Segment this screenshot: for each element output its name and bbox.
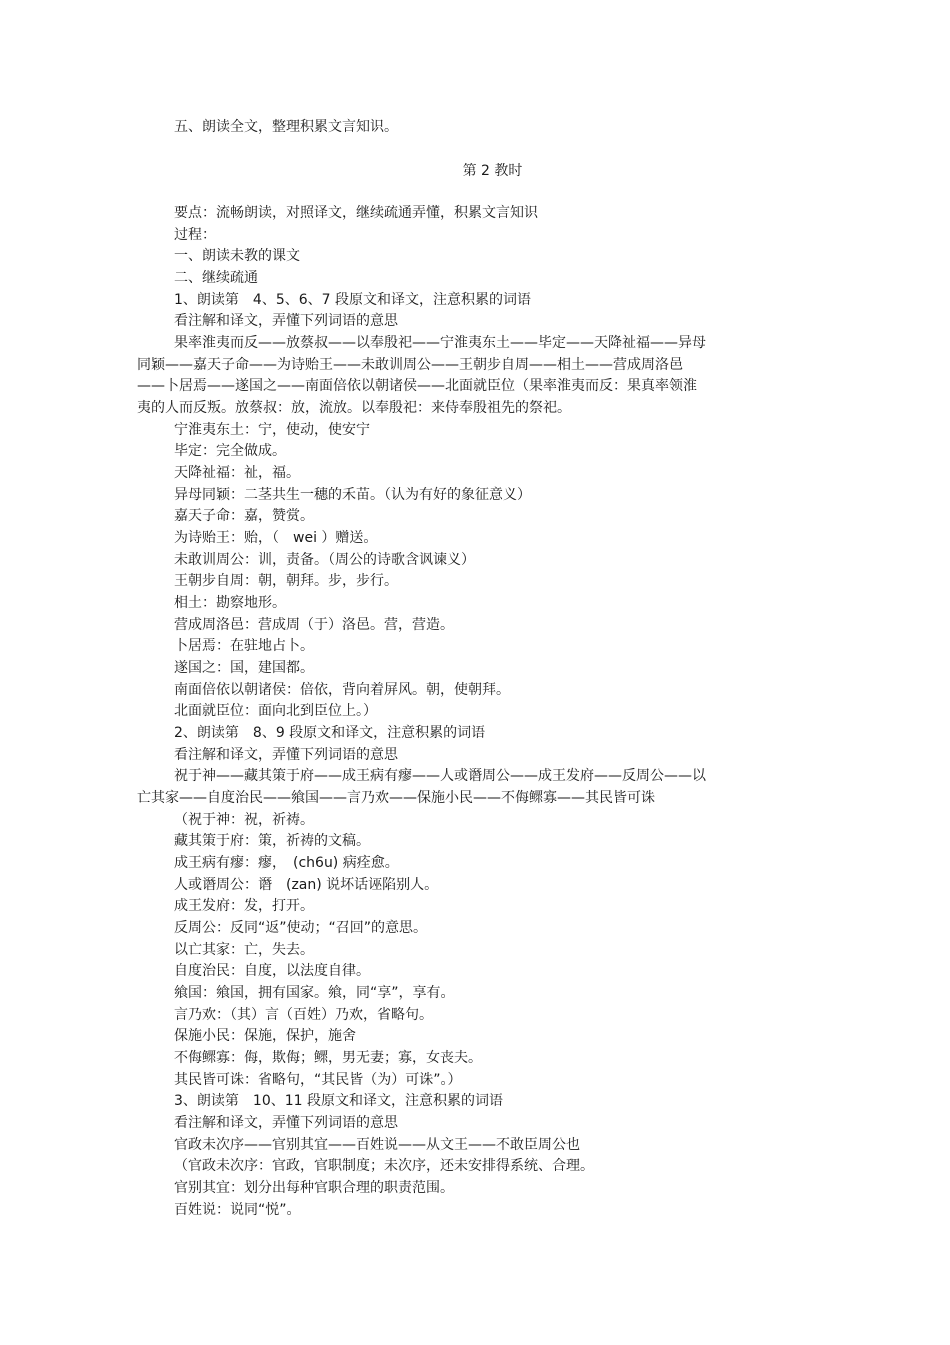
text-line: 成王病有瘳：瘳， (ch6u) 病痊愈。 (174, 855, 399, 871)
text-line: 卜居焉：在驻地占卜。 (174, 638, 314, 654)
text-line: 亡其家——自度治民——飨国——言乃欢——保施小民——不侮鳏寡——其民皆可诛 (137, 790, 655, 806)
text-line: 南面倍依以朝诸侯：倍依，背向着屏风。朝，使朝拜。 (174, 682, 510, 698)
text-line: 嘉天子命：嘉，赞赏。 (174, 508, 314, 524)
text-line: 北面就臣位：面向北到臣位上。） (174, 703, 377, 719)
text-line: 藏其策于府：策，祈祷的文稿。 (174, 833, 370, 849)
text-line: 天降祉福：祉，福。 (174, 465, 300, 481)
text-line: 其民皆可诛：省略句，“其民皆（为）可诛”。） (174, 1072, 462, 1088)
text-line: 看注解和译文，弄懂下列词语的意思 (174, 1115, 398, 1131)
text-line: 同颖——嘉天子命——为诗贻王——未敢训周公——王朝步自周——相土——营成周洛邑 (137, 357, 683, 373)
text-line: 夷的人而反叛。放蔡叔：放，流放。以奉殷祀：来侍奉殷祖先的祭祀。 (137, 400, 571, 416)
text-line: 保施小民：保施，保护，施舍 (174, 1028, 356, 1044)
text-line: 百姓说：说同“悦”。 (174, 1202, 301, 1218)
text-line: （祝于神：祝，祈祷。 (174, 812, 314, 828)
text-line: 1、朗读第 4、5、6、7 段原文和译文，注意积累的词语 (174, 292, 531, 308)
text-line: （官政未次序：官政，官职制度；未次序，还未安排得系统、合理。 (174, 1158, 594, 1174)
text-line: 相土：勘察地形。 (174, 595, 286, 611)
text-line: 要点：流畅朗读，对照译文，继续疏通弄懂，积累文言知识 (174, 205, 538, 221)
text-line: 3、朗读第 10、11 段原文和译文，注意积累的词语 (174, 1093, 503, 1109)
text-line: 宁淮夷东土：宁，使动，使安宁 (174, 422, 370, 438)
text-line: 成王发府：发，打开。 (174, 898, 314, 914)
text-line: 人或谮周公：谮 (zan) 说坏话诬陷别人。 (174, 877, 439, 893)
text-line: 祝于神——藏其策于府——成王病有瘳——人或谮周公——成王发府——反周公——以 (174, 768, 706, 784)
text-line: 飨国：飨国，拥有国家。飨，同“享”，享有。 (174, 985, 455, 1001)
text-line: 遂国之：国，建国都。 (174, 660, 314, 676)
text-line: 营成周洛邑：营成周（于）洛邑。营，营造。 (174, 617, 454, 633)
text-line: 以亡其家：亡，失去。 (174, 942, 314, 958)
text-line: 未敢训周公：训，责备。（周公的诗歌含讽谏义） (174, 552, 475, 568)
text-line: 异母同颖：二茎共生一穗的禾苗。（认为有好的象征意义） (174, 487, 531, 503)
text-line: 看注解和译文，弄懂下列词语的意思 (174, 747, 398, 763)
text-line: 官别其宜：划分出每种官职合理的职责范围。 (174, 1180, 454, 1196)
text-line: 果率淮夷而反——放蔡叔——以奉殷祀——宁淮夷东土——毕定——天降祉福——异母 (174, 335, 706, 351)
text-line: 反周公：反同“返”使动；“召回”的意思。 (174, 920, 428, 936)
text-line: 言乃欢：（其）言（百姓）乃欢，省略句。 (174, 1007, 433, 1023)
text-line: 2、朗读第 8、9 段原文和译文，注意积累的词语 (174, 725, 486, 741)
text-line: 毕定：完全做成。 (174, 443, 286, 459)
text-line: 一、朗读未教的课文 (174, 248, 300, 264)
text-line: 为诗贻王：贻，（ wei ）赠送。 (174, 530, 378, 546)
text-line: 过程： (174, 227, 216, 243)
text-line: 王朝步自周：朝，朝拜。步，步行。 (174, 573, 398, 589)
text-line: 自度治民：自度，以法度自律。 (174, 963, 370, 979)
text-line: 看注解和译文，弄懂下列词语的意思 (174, 313, 398, 329)
text-line: 官政未次序——官别其宜——百姓说——从文王——不敢臣周公也 (174, 1137, 580, 1153)
text-line: ——卜居焉——遂国之——南面倍依以朝诸侯——北面就臣位（果率淮夷而反：果真率领淮 (137, 378, 697, 394)
section-heading: 第 2 教时 (462, 163, 523, 179)
text-line: 五、朗读全文，整理积累文言知识。 (174, 119, 398, 135)
text-line: 二、继续疏通 (174, 270, 258, 286)
text-line: 不侮鳏寡：侮，欺侮；鳏，男无妻；寡，女丧夫。 (174, 1050, 482, 1066)
